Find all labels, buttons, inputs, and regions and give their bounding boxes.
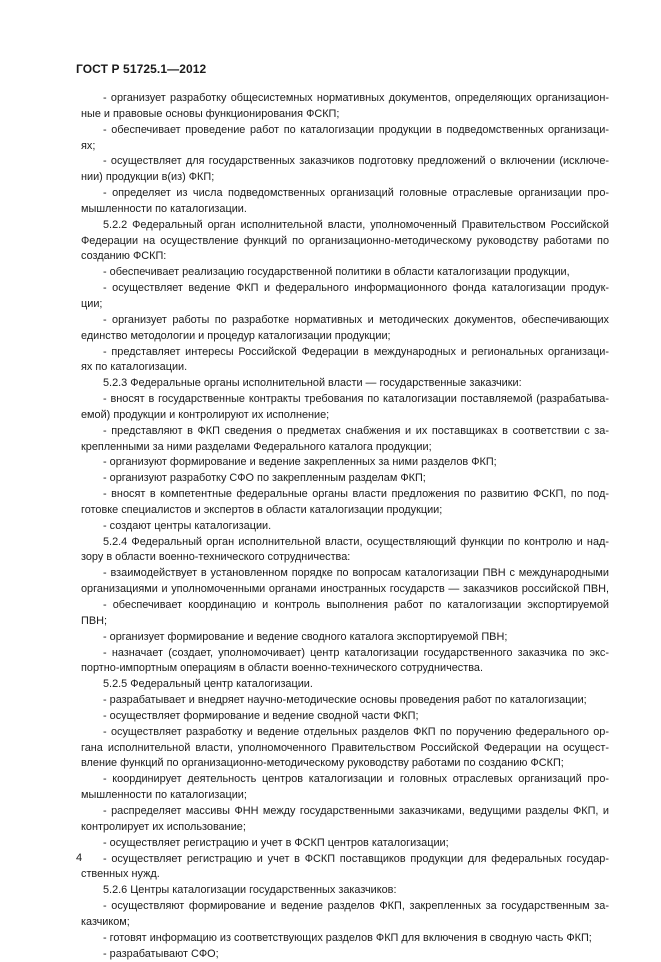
paragraph-line: ПВН; [81, 614, 107, 627]
paragraph-line: готовке специалистов и экспертов в области каталогизации продукции; [81, 503, 443, 516]
paragraph-line-indented: - осуществляет регистрацию и учет в ФСКП поставщиков продукции для федеральных государ- [103, 852, 609, 865]
paragraph-line-indented: - организует работы по разработке нормативных и методических документов, обеспечивающих [103, 313, 609, 326]
paragraph-line: ях; [81, 139, 96, 152]
paragraph-line-indented: - организуют формирование и ведение закрепленных за ними разделов ФКП; [103, 456, 497, 469]
paragraph-line-indented: 5.2.3 Федеральные органы исполнительной власти — государственные заказчики: [103, 377, 522, 390]
paragraph-line-indented: - определяет из числа подведомственных организаций головные отраслевые организации про- [103, 187, 609, 200]
page-number: 4 [76, 852, 83, 864]
paragraph-line: мышленности по каталогизации; [81, 789, 247, 802]
paragraph-line-indented: 5.2.4 Федеральный орган исполнительной власти, осуществляющий функции по контролю и над- [103, 535, 609, 548]
paragraph-line-indented: 5.2.5 Федеральный центр каталогизации. [103, 678, 313, 691]
paragraph-line: зору в области военно-технического сотрудничества: [81, 551, 351, 564]
paragraph-line: организациями и уполномоченными органами иностранных государств — заказчиков российской ПВН, [81, 583, 609, 596]
paragraph-line-indented: - осуществляет регистрацию и учет в ФСКП центров каталогизации; [103, 836, 449, 849]
paragraph-line-indented: 5.2.6 Центры каталогизации государственных заказчиков: [103, 884, 397, 897]
paragraph-line-indented: - обеспечивает реализацию государственной политики в области каталогизации продукции, [103, 266, 570, 279]
paragraph-line: ственных нужд. [81, 868, 160, 881]
paragraph-line: Федерации на осуществление функций по организационно-методическому руководству работами по [81, 234, 609, 247]
paragraph-line-indented: - взаимодействует в установленном порядке по вопросам каталогизации ПВН с международными [103, 567, 609, 580]
paragraph-line-indented: - организует формирование и ведение сводного каталога экспортируемой ПВН; [103, 630, 508, 643]
paragraph-line: портно-импортным операциям в области военно-технического сотрудничества. [81, 662, 483, 675]
paragraph-line-indented: - разрабатывает и внедряет научно-методические основы проведения работ по каталогизации; [103, 694, 587, 707]
paragraph-line-indented: - осуществляет ведение ФКП и федерального информационного фонда каталогизации продук- [103, 282, 609, 295]
paragraph-line-indented: - представляют в ФКП сведения о предметах снабжения и их поставщиках в соответствии с за- [103, 424, 609, 437]
paragraph-line-indented: - координирует деятельность центров каталогизации и головных отраслевых организаций про- [103, 773, 609, 786]
paragraph-line: крепленными за ними разделами Федерального каталога продукции; [81, 440, 432, 453]
paragraph-line-indented: - обеспечивает координацию и контроль выполнения работ по каталогизации экспортируемой [103, 599, 609, 611]
paragraph-line: гана исполнительной власти, уполномоченного Правительством Российской Федерации на осущест- [81, 741, 609, 754]
standard-number-header: ГОСТ Р 51725.1—2012 [76, 62, 207, 76]
paragraph-line-indented: - организуют разработку СФО по закрепленным разделам ФКП; [103, 472, 426, 485]
paragraph-line: контролирует их использование; [81, 820, 246, 833]
paragraph-line: вление функций по организационно-методическому руководству работами по созданию ФСКП; [81, 757, 564, 770]
paragraph-line-indented: - вносят в компетентные федеральные органы власти предложения по развитию ФСКП, по под- [103, 488, 609, 501]
paragraph-line-indented: - осуществляет для государственных заказчиков подготовку предложений о включении (исключе- [103, 155, 609, 168]
paragraph-line: ные и правовые основы функционирования ФСКП; [81, 107, 340, 120]
paragraph-line-indented: - представляет интересы Российской Федерации в международных и региональных организаци- [103, 345, 609, 358]
paragraph-line: единство методологии и процедур каталогизации продукции; [81, 329, 391, 342]
paragraph-line-indented: - обеспечивает проведение работ по каталогизации продукции в подведомственных организаци- [103, 123, 609, 136]
paragraph-line-indented: - организует разработку общесистемных нормативных документов, определяющих организацион- [103, 92, 609, 104]
paragraph-line: емой) продукции и контролируют их исполнение; [81, 408, 330, 421]
paragraph-line-indented: - распределяет массивы ФНН между государственными заказчиками, ведущими разделы ФКП, и [103, 804, 609, 817]
paragraph-line-indented: - назначает (создает, уполномочивает) центр каталогизации государственного заказчика по экс- [103, 646, 609, 659]
paragraph-line-indented: - разрабатывают СФО; [103, 947, 219, 960]
paragraph-line: ции; [81, 297, 103, 310]
paragraph-line: ях по каталогизации. [81, 361, 188, 374]
paragraph-line-indented: - осуществляет формирование и ведение сводной части ФКП; [103, 709, 419, 722]
body-text [81, 91, 609, 962]
paragraph-line-indented: 5.2.2 Федеральный орган исполнительной власти, уполномоченный Правительством Российской [103, 218, 609, 231]
paragraph-line-indented: - готовят информацию из соответствующих разделов ФКП для включения в сводную часть ФКП; [103, 931, 592, 944]
paragraph-line: созданию ФСКП: [81, 250, 167, 263]
paragraph-line-indented: - вносят в государственные контракты требования по каталогизации поставляемой (разрабатыва- [103, 393, 609, 406]
paragraph-line-indented: - создают центры каталогизации. [103, 519, 272, 532]
paragraph-line-indented: - осуществляют формирование и ведение разделов ФКП, закрепленных за государственным за- [103, 900, 609, 913]
paragraph-line-indented: - осуществляет разработку и ведение отдельных разделов ФКП по поручению федерального ор- [103, 725, 609, 738]
paragraph-line: казчиком; [81, 915, 130, 928]
paragraph-line: нии) продукции в(из) ФКП; [81, 171, 215, 184]
paragraph-line: мышленности по каталогизации. [81, 202, 247, 215]
